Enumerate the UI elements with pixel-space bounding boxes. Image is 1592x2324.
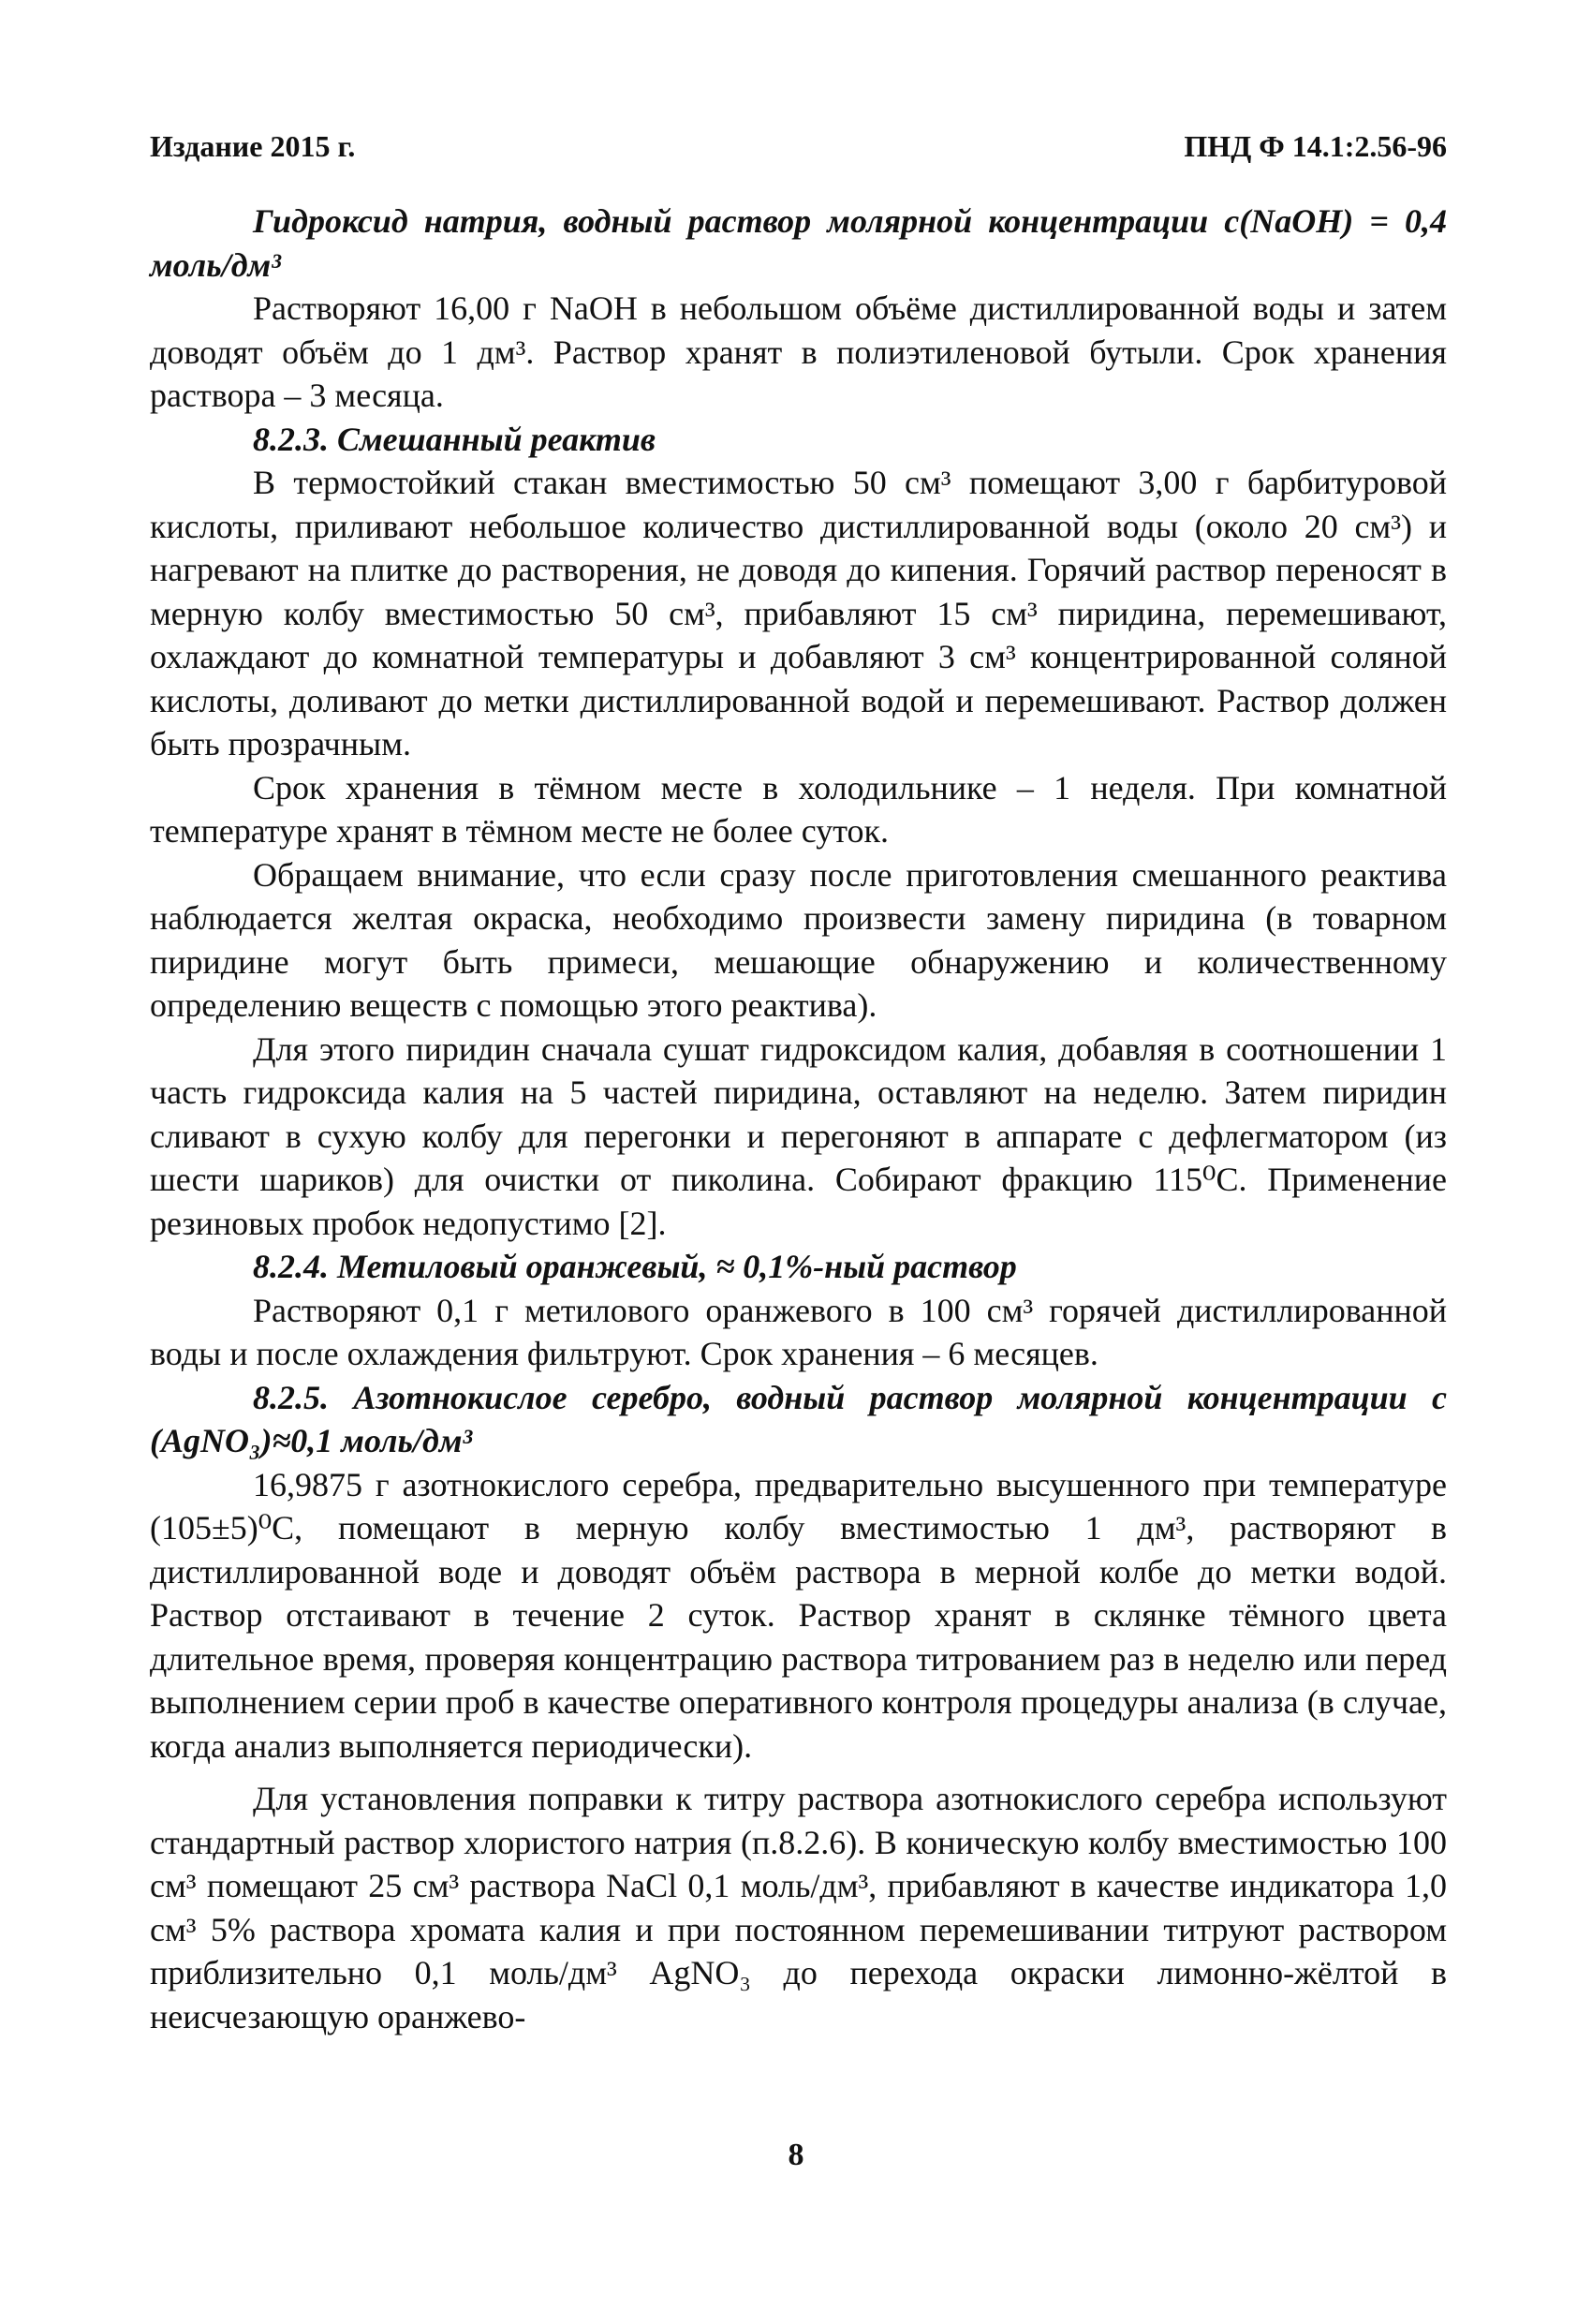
section-title-methyl-orange: 8.2.4. Метиловый оранжевый, ≈ 0,1%-ный раствор	[253, 1248, 1017, 1285]
paragraph-methyl-orange: Растворяют 0,1 г метилового оранжевого в 100 см³ горячей дистиллированной воды и после охлаждения фильтруют. Срок хранения – 6 месяцев.	[150, 1291, 1447, 1372]
paragraph-silver-nitrate-1: 16,9875 г азотнокислого серебра, предварительно высушенного при температуре (105±5)⁰С, помещают в мерную колбу вместимостью 1 дм³, растворяют в дистиллированной воде и доводят объём раствора в мерной колбе до метки водой. Раствор отстаивают в течение 2 суток. Раствор хранят в склянке тёмного цвета длительное время, проверяя концентрацию раствора титрованием раз в неделю или перед выполнением серии проб в качестве оперативного контроля процедуры анализа (в случае, когда анализ выполняется периодически).	[150, 1465, 1447, 1765]
paragraph-silver-nitrate-2: Для установления поправки к титру раствора азотнокислого серебра используют стандартный раствор хлористого натрия (п.8.2.6). В коническую колбу вместимостью 100 см³ помещают 25 см³ раствора NaCl 0,1 моль/дм³, прибавляют в качестве индикатора 1,0 см³ 5% раствора хромата калия и при постоянном перемешивании титруют раствором приблизительно 0,1 моль/дм³ AgNO₃ до перехода окраски лимонно-жёлтой в неисчезающую оранжево-	[150, 1780, 1447, 2035]
edition-label: Издание 2015 г.	[150, 129, 356, 163]
paragraph-mixed-2: Срок хранения в тёмном месте в холодильнике – 1 неделя. При комнатной температуре хранят в тёмном месте не более суток.	[150, 768, 1447, 850]
document-body	[150, 200, 1447, 2038]
paragraph-mixed-4: Для этого пиридин сначала сушат гидроксидом калия, добавляя в соотношении 1 часть гидроксида калия на 5 частей пиридина, оставляют на неделю. Затем пиридин сливают в сухую колбу для перегонки и перегоняют в аппарате с дефлегматором (из шести шариков) для очистки от пиколина. Собирают фракцию 115⁰С. Применение резиновых пробок недопустимо [2].	[150, 1029, 1447, 1242]
paragraph-mixed-1: В термостойкий стакан вместимостью 50 см³ помещают 3,00 г барбитуровой кислоты, приливают небольшое количество дистиллированной воды (около 20 см³) и нагревают на плитке до растворения, не доводя до кипения. Горячий раствор переносят в мерную колбу вместимостью 50 см³, прибавляют 15 см³ пиридина, перемешивают, охлаждают до комнатной температуры и добавляют 3 см³ концентрированной соляной кислоты, доливают до метки дистиллированной водой и перемешивают. Раствор должен быть прозрачным.	[150, 464, 1447, 762]
page-number: 8	[788, 2138, 804, 2172]
section-title-silver-nitrate: 8.2.5. Азотнокислое серебро, водный раствор молярной концентрации c (AgNO₃)≈0,1 моль/дм³	[150, 1378, 1447, 1459]
section-title-mixed-reagent: 8.2.3. Смешанный реактив	[253, 420, 656, 458]
document-code: ПНД Ф 14.1:2.56-96	[1184, 129, 1447, 163]
page-header	[150, 129, 1447, 164]
section-title-naoh: Гидроксид натрия, водный раствор молярной концентрации c(NaOH) = 0,4 моль/дм³	[150, 202, 1447, 284]
document-page	[150, 129, 1447, 2038]
paragraph-naoh: Растворяют 16,00 г NaOH в небольшом объёме дистиллированной воды и затем доводят объём до 1 дм³. Раствор хранят в полиэтиленовой бутыли. Срок хранения раствора – 3 месяца.	[150, 289, 1447, 414]
paragraph-mixed-3: Обращаем внимание, что если сразу после приготовления смешанного реактива наблюдается желтая окраска, необходимо произвести замену пиридина (в товарном пиридине могут быть примеси, мешающие обнаружению и количественному определению веществ с помощью этого реактива).	[150, 855, 1447, 1024]
